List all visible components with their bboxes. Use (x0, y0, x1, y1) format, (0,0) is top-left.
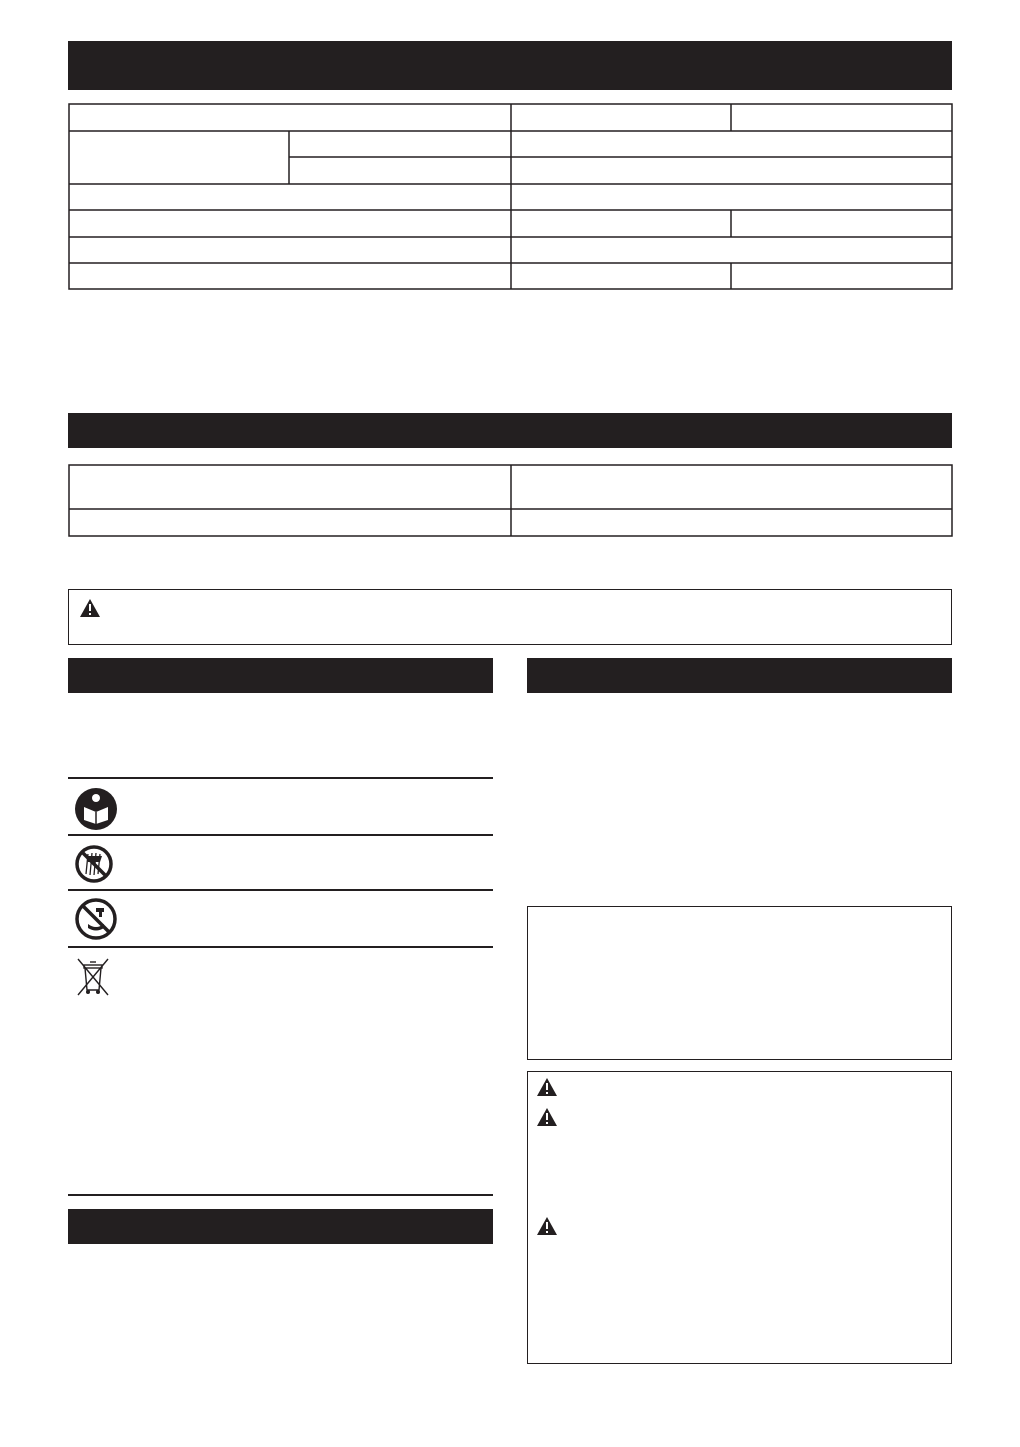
symbols-divider (68, 946, 493, 948)
section-header-bar-3 (68, 658, 493, 693)
section-header-bar-1 (68, 41, 952, 90)
read-manual-icon (74, 787, 118, 831)
no-rain-exposure-icon (74, 844, 114, 884)
symbols-divider-top (68, 777, 493, 779)
second-table-grid (68, 464, 953, 537)
no-water-icon (74, 897, 118, 941)
warning-triangle-icon (79, 598, 101, 618)
warning-triangle-icon (536, 1107, 558, 1127)
warning-triangle-icon (536, 1216, 558, 1236)
symbols-divider (68, 889, 493, 891)
notice-box (527, 906, 952, 1060)
crossed-out-wheelie-bin-icon (74, 956, 112, 998)
section-header-bar-4 (527, 658, 952, 693)
warning-triangle-icon (536, 1077, 558, 1097)
second-table (68, 464, 953, 537)
specification-table (68, 103, 953, 290)
section-header-bar-5 (68, 1209, 493, 1244)
caution-box (527, 1071, 952, 1364)
symbols-divider-bottom (68, 1194, 493, 1196)
section-header-bar-2 (68, 413, 952, 448)
symbols-divider (68, 834, 493, 836)
specification-table-grid (68, 103, 953, 290)
warning-box (68, 589, 952, 645)
